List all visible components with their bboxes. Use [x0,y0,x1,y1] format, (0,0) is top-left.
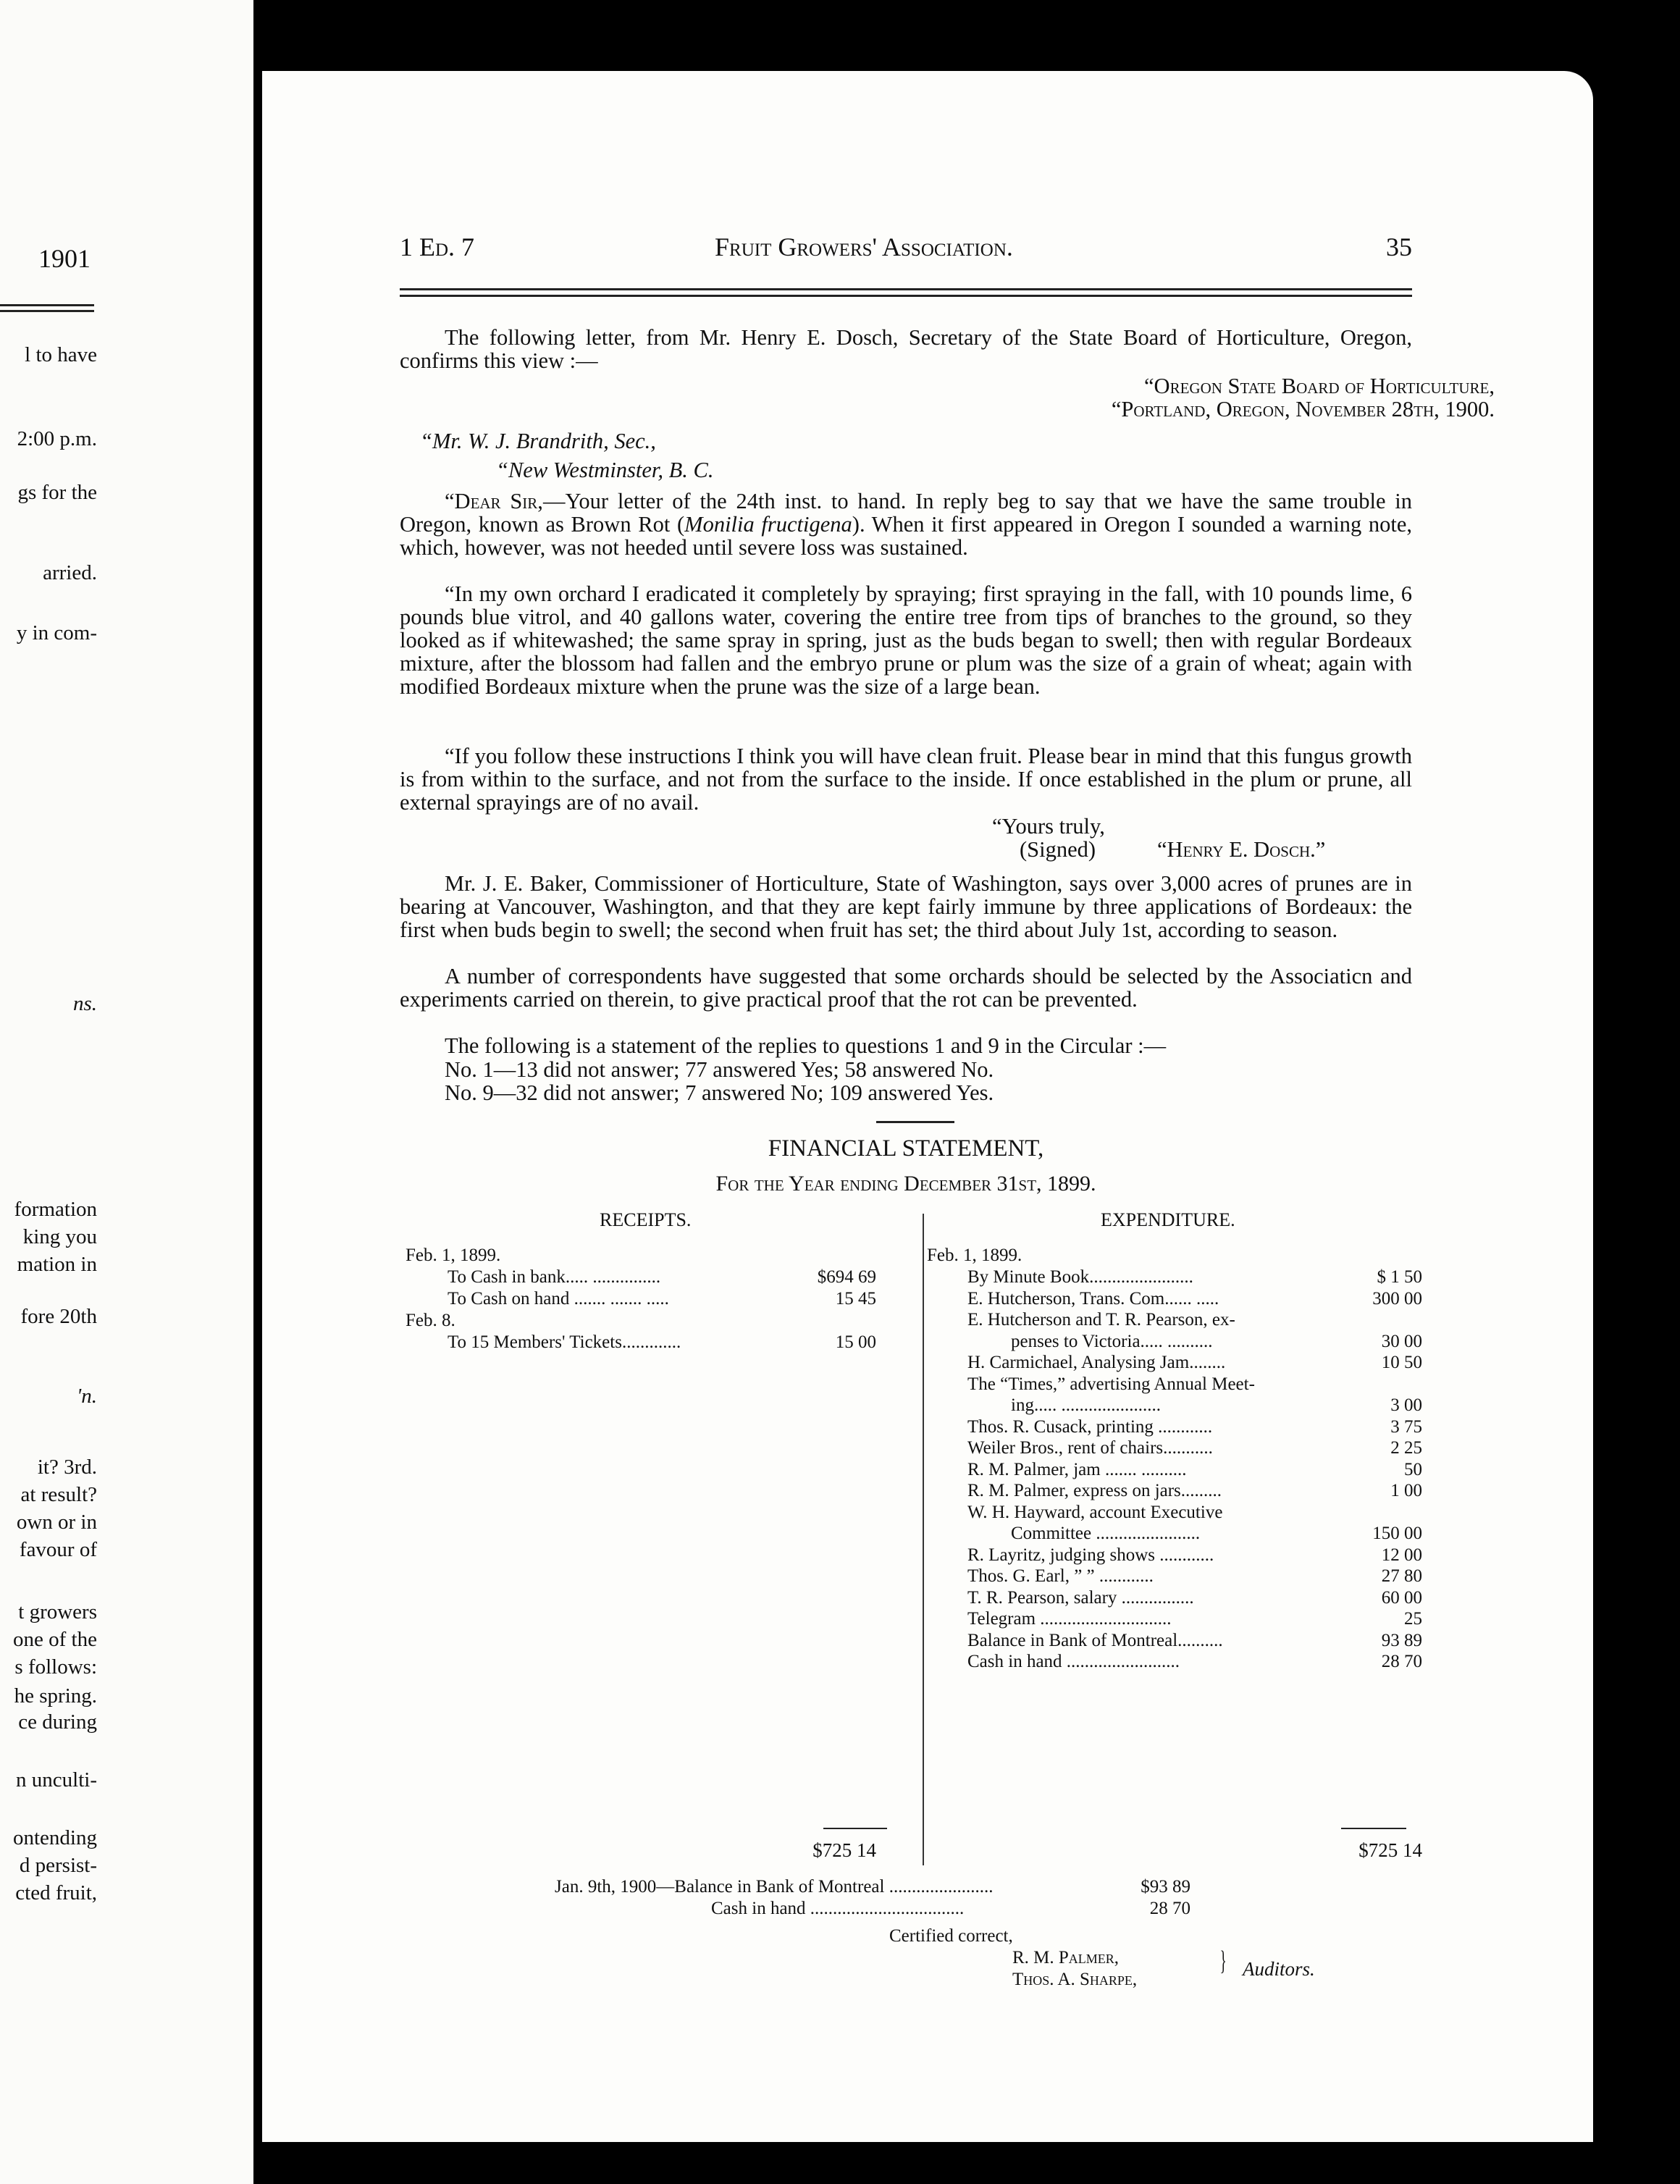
left-page-fragment-line: gs for the [17,481,97,504]
expenditure-label: Thos. R. Cusack, printing ............ [967,1416,1213,1437]
left-page-year: 1901 [38,244,91,273]
financial-subtitle: For the Year ending December 31st, 1899. [715,1172,1096,1196]
cash-line-label: Cash in hand .................................. [711,1899,965,1918]
left-page-fragment-line: king you [22,1225,97,1248]
page-number: 35 [1386,232,1412,261]
expenditure-amount: 93 89 [1381,1630,1422,1650]
receipts-total: $725 14 [812,1839,876,1861]
latin-name: Monilia fructigena [684,512,852,537]
receipts-total-rule [823,1828,887,1829]
expenditure-label: Balance in Bank of Montreal.......... [967,1630,1223,1650]
left-page-fragment-line: own or in [16,1511,97,1534]
expenditure-amount: 30 00 [1381,1331,1422,1351]
balance-line-amount: $93 89 [1141,1877,1190,1897]
letter-text: —Your letter of the 24th inst. to hand. In reply beg to say that we have the same trouble in Oregon, known as Brown Rot ( [400,489,1413,537]
left-page-fragment-line: arried. [43,561,97,584]
expenditure-amount: 1 00 [1390,1481,1422,1500]
expenditure-label: Telegram ............................. [967,1609,1172,1629]
expenditure-label: The “Times,” advertising Annual Meet- [967,1374,1255,1394]
left-page-fragment-line: he spring. [14,1684,97,1708]
letter-addressee-place: “New Westminster, B. C. [496,458,714,482]
receipts-date: Feb. 8. [406,1311,455,1330]
letter-salutation: “Dear Sir, [445,489,543,513]
expenditure-label: W. H. Hayward, account Executive [967,1502,1223,1522]
running-header-title: Fruit Growers' Association. [715,232,1013,261]
left-page-fragment-line: fore 20th [20,1305,97,1328]
expenditure-heading: EXPENDITURE. [1101,1209,1235,1230]
letter-text: ). When it first appeared in Oregon I sounded a warning note, which, however, was not heeded until severe loss was sustained. [400,512,1412,560]
expenditure-label: E. Hutcherson, Trans. Com...... ..... [967,1288,1219,1309]
expenditure-label: Cash in hand ......................... [967,1652,1180,1671]
left-page-fragment-line: s follows: [14,1655,97,1679]
letter-paragraph-3: “If you follow these instructions I think you will have clean fruit. Please bear in mind that this fungus growth is from within to the surface, and not from the surface to the inside. If once established in the plum or prune, all external sprayings are of no avail. [400,744,1412,815]
expenditure-label: penses to Victoria..... .......... [1011,1331,1213,1351]
running-header-left: 1 Ed. 7 [400,232,475,261]
receipt-amount: $694 69 [817,1267,876,1287]
letter-addressee: “Mr. W. J. Brandrith, Sec., [420,429,656,453]
left-page-fragment-line: formation [14,1198,97,1221]
letter-intro: The following letter, from Mr. Henry E. Dosch, Secretary of the State Board of Horticulture, Oregon, confirms this view :— [400,325,1412,373]
receipts-heading: RECEIPTS. [600,1209,692,1230]
question-9-result: No. 9—32 did not answer; 7 answered No; 109 answered Yes. [445,1080,994,1105]
balance-line-label: Jan. 9th, 1900—Balance in Bank of Montreal ....................... [555,1877,994,1897]
left-page-fragment-line: ns. [72,992,97,1015]
expenditure-amount: $ 1 50 [1377,1267,1422,1287]
expenditure-amount: 3 00 [1390,1395,1422,1415]
expenditure-amount: 60 00 [1381,1587,1422,1608]
expenditure-total: $725 14 [1358,1839,1422,1861]
expenditure-label: T. R. Pearson, salary ................ [967,1587,1194,1608]
financial-title: FINANCIAL STATEMENT, [768,1135,1044,1162]
left-page-rule [0,304,94,306]
left-page-fragment-line: it? 3rd. [37,1456,97,1479]
expenditure-amount: 3 75 [1390,1416,1422,1437]
auditors-label: Auditors. [1243,1958,1315,1980]
question-1-result: No. 1—13 did not answer; 77 answered Yes; 58 answered No. [445,1057,994,1082]
letter-paragraph-2: “In my own orchard I eradicated it completely by spraying; first spraying in the fall, with 10 pounds lime, 6 pounds blue vitrol, and 40 gallons water, covering the entire tree from tips of branches to the ground, so they looked as if whitewashed; the same spray in spring, just as the buds began to swell; then with regular Bordeaux mixture, after the blossom had fallen and the embryo prune or plum was the size of a grain of wheat; again with modified Bordeaux mixture when the prune was the size of a large bean. [400,581,1412,699]
left-page-fragment-line: 2:00 p.m. [17,427,97,450]
receipts-date: Feb. 1, 1899. [406,1246,501,1265]
letter-closing: “Yours truly, [992,814,1105,839]
expenditure-label: By Minute Book....................... [967,1267,1193,1287]
left-page-fragment-line: mation in [17,1253,97,1276]
certified-label: Certified correct, [889,1926,1013,1946]
expenditure-label: ing..... ...................... [1011,1395,1161,1415]
left-page-fragment-line: one of the [13,1628,97,1651]
left-page-rule [0,310,94,312]
letter-org: “Oregon State Board of Horticulture, [1144,374,1495,398]
left-page-fragment [0,0,253,2184]
expenditure-amount: 25 [1404,1609,1422,1629]
left-page-fragment-line: ontending [13,1826,97,1849]
expenditure-label: Committee ....................... [1011,1524,1201,1543]
header-rule [400,288,1412,290]
expenditure-label: Thos. G. Earl, ” ” ............ [967,1566,1154,1586]
left-page-fragment-line: cted fruit, [15,1881,97,1904]
receipt-amount: 15 45 [835,1289,876,1309]
receipt-label: To 15 Members' Tickets............. [448,1332,681,1352]
receipt-label: To Cash on hand ....... ....... ..... [448,1289,669,1309]
expenditure-amount: 2 25 [1390,1438,1422,1458]
left-page-fragment-line: d persist- [19,1854,97,1877]
letter-signed: (Signed) [1020,837,1096,862]
auditor-name: R. M. Palmer, [1012,1948,1120,1967]
cash-line-amount: 28 70 [1149,1899,1190,1918]
expenditure-date: Feb. 1, 1899. [927,1246,1022,1265]
header-rule [400,295,1412,297]
left-page-fragment-line: ce during [18,1710,97,1734]
expenditure-amount: 50 [1404,1459,1422,1479]
letter-place-date: “Portland, Oregon, November 28th, 1900. [1111,397,1495,421]
expenditure-label: R. M. Palmer, jam ....... .......... [967,1459,1187,1479]
left-page-fragment-line: 'n. [77,1385,97,1408]
expenditure-amount: 300 00 [1372,1288,1422,1309]
column-divider [923,1214,924,1865]
expenditure-label: H. Carmichael, Analysing Jam........ [967,1353,1226,1372]
letter-signature: “Henry E. Dosch.” [1157,837,1326,862]
correspondents-paragraph: A number of correspondents have suggested that some orchards should be selected by the Associaticn and experiments carried on therein, to give practical proof that the rot can be prevented. [400,964,1412,1012]
expenditure-amount: 27 80 [1381,1566,1422,1586]
expenditure-label: Weiler Bros., rent of chairs........... [967,1438,1213,1458]
page [262,71,1593,2142]
expenditure-label: R. M. Palmer, express on jars......... [967,1481,1222,1500]
auditors-brace: } [1219,1946,1227,1976]
statement-intro: The following is a statement of the replies to questions 1 and 9 in the Circular :— [445,1033,1167,1058]
expenditure-amount: 10 50 [1381,1353,1422,1372]
expenditure-total-rule [1341,1828,1406,1829]
baker-paragraph: Mr. J. E. Baker, Commissioner of Horticulture, State of Washington, says over 3,000 acres of prunes are in bearing at Vancouver, Washington, and that they are kept fairly immune by three applications of Bordeaux: the first when buds begin to swell; the second when fruit has set; the third about July 1st, according to season. [400,871,1412,942]
receipt-amount: 15 00 [835,1332,876,1352]
auditor-name: Thos. A. Sharpe, [1012,1970,1138,1989]
left-page-fragment-line: favour of [19,1538,97,1561]
expenditure-amount: 150 00 [1372,1524,1422,1543]
expenditure-amount: 12 00 [1381,1545,1422,1565]
section-divider [876,1121,954,1123]
expenditure-label: E. Hutcherson and T. R. Pearson, ex- [967,1310,1235,1330]
left-page-fragment-line: y in com- [16,621,97,644]
left-page-fragment-line: n unculti- [16,1768,97,1792]
expenditure-label: R. Layritz, judging shows ............ [967,1545,1214,1565]
receipt-label: To Cash in bank..... ............... [448,1267,661,1287]
letter-paragraph-1 [400,490,1412,559]
expenditure-amount: 28 70 [1381,1652,1422,1671]
left-page-fragment-line: t growers [18,1600,97,1624]
left-page-fragment-line: l to have [25,343,97,366]
left-page-fragment-line: at result? [20,1483,97,1506]
